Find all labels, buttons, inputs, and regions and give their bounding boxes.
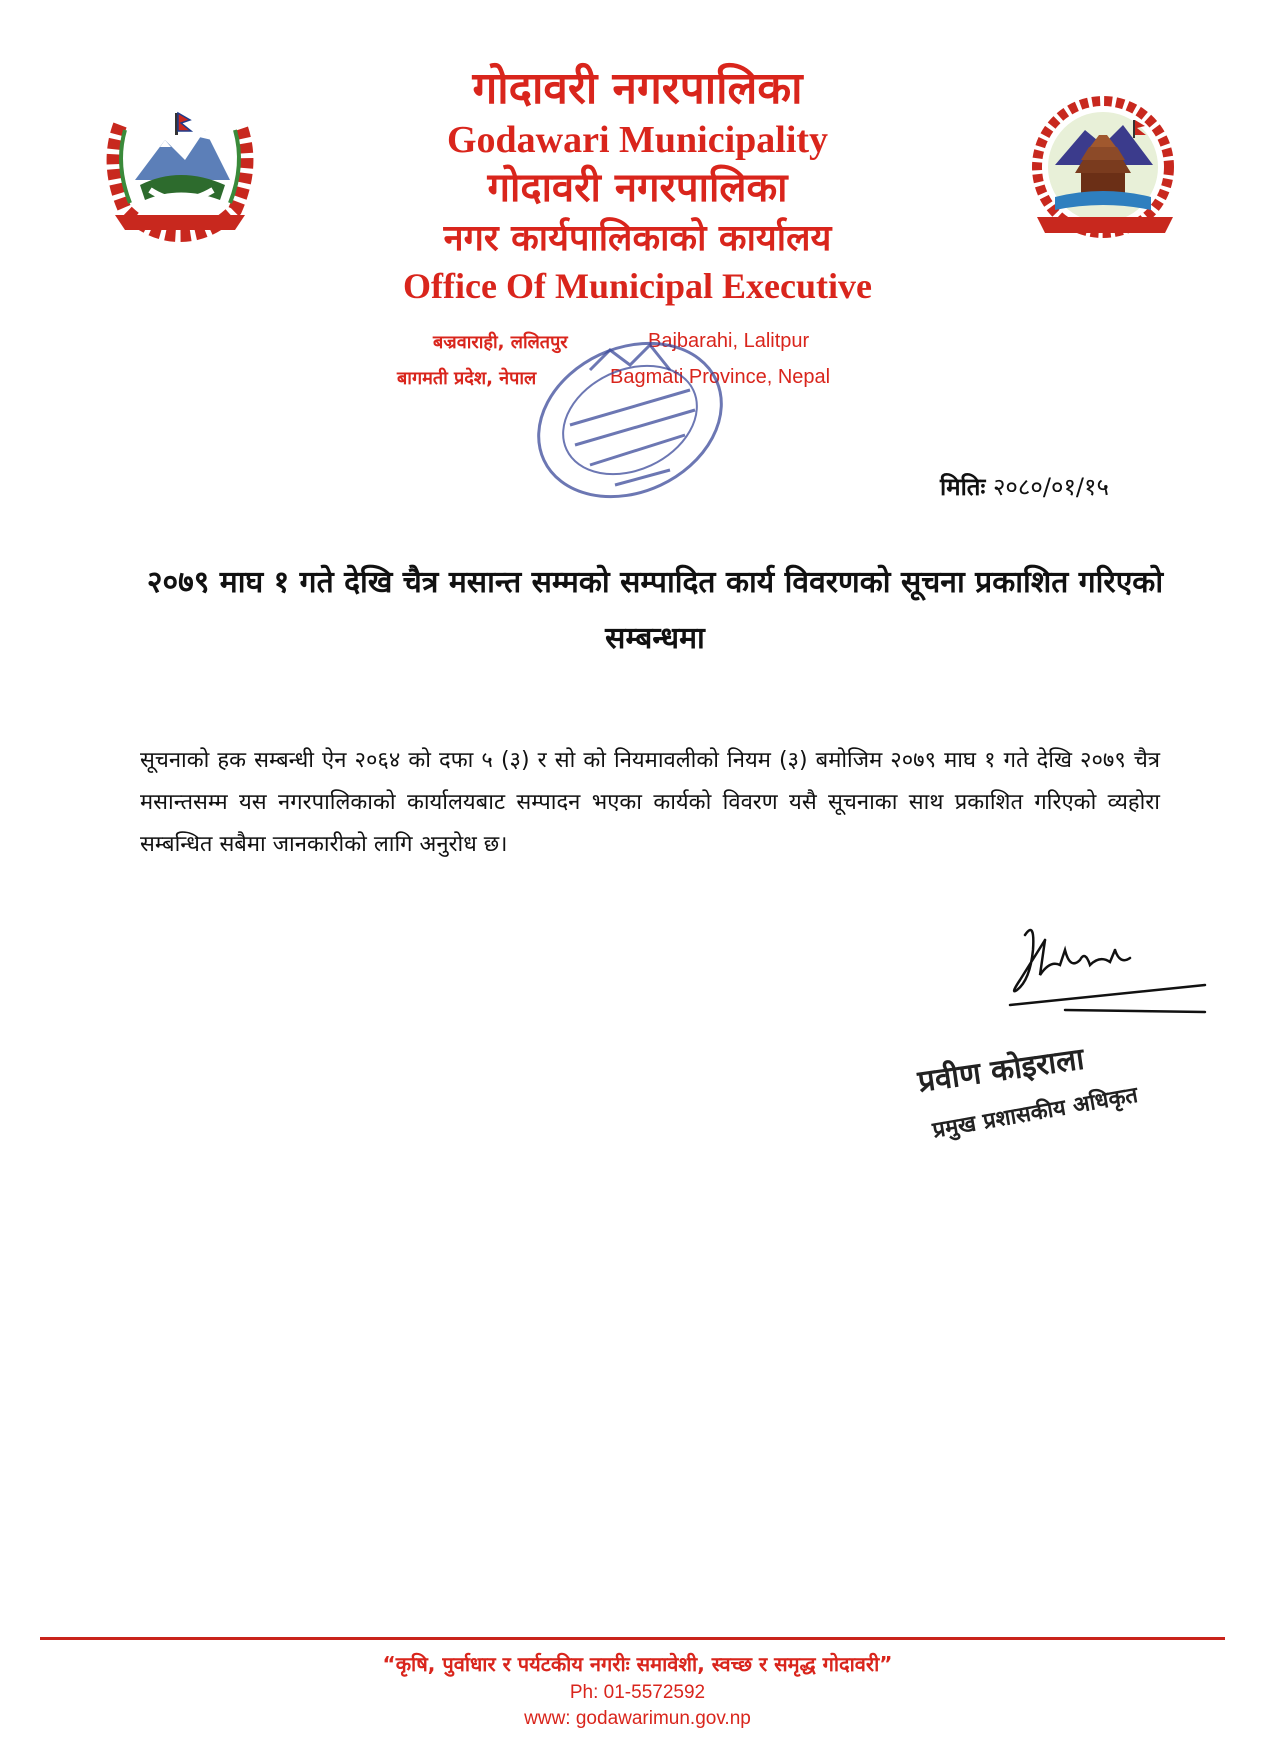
office-name-english: Office Of Municipal Executive [403, 266, 872, 306]
signatory-name: प्रवीण कोइराला [915, 1041, 1087, 1100]
date-value: २०८०/०१/१५ [992, 473, 1109, 501]
signatory-title: प्रमुख प्रशासकीय अधिकृत [930, 1082, 1140, 1144]
footer [0, 1648, 1275, 1732]
office-name-nepali: नगर कार्यपालिकाको कार्यालय [443, 218, 832, 259]
municipality-name-newari: गोदावरी नगरपालिका [487, 165, 788, 211]
address-line2-nepali: बागमती प्रदेश, नेपाल [397, 368, 537, 389]
letter-date [940, 470, 1109, 503]
municipality-name-nepali: गोदावरी नगरपालिका [472, 63, 803, 114]
footer-phone: Ph: 01-5572592 [569, 1682, 706, 1703]
footer-divider [40, 1637, 1225, 1640]
letter-body: सूचनाको हक सम्बन्धी ऐन २०६४ को दफा ५ (३) र सो को नियमावलीको नियम (३) बमोजिम २०७९ माघ १ गते देखि २०७९ चैत्र मसान्तसम्म यस नगरपालिकाको कार्यालयबाट सम्पादन भएका कार्यको विवरण यसै सूचनाका साथ प्रकाशित गरिएको व्यहोरा सम्बन्धित सबैमा जानकारीको लागि अनुरोध छ। [140, 748, 1160, 857]
nepal-emblem-icon [95, 85, 265, 245]
signature-icon [1005, 920, 1215, 1020]
municipality-name-english: Godawari Municipality [446, 119, 829, 161]
address-line2-english: Bagmati Province, Nepal [610, 366, 831, 388]
address-line1-nepali: बज्रवाराही, ललितपुर [433, 332, 568, 353]
municipality-logo-icon [1015, 85, 1195, 250]
letterhead [300, 60, 975, 308]
footer-motto: “कृषि, पुर्वाधार र पर्यटकीय नगरीः समावेशी, स्वच्छ र समृद्ध गोदावरी” [382, 1652, 893, 1676]
letter-subject: २०७९ माघ १ गते देखि चैत्र मसान्त सम्मको सम्पादित कार्य विवरणको सूचना प्रकाशित गरिएको सम्बन्धमा [146, 565, 1164, 656]
footer-website: www: godawarimun.gov.np [524, 1708, 751, 1729]
office-stamp-icon [520, 330, 740, 510]
date-label: मितिः [940, 473, 986, 501]
address-line1-english: Bajbarahi, Lalitpur [648, 330, 810, 352]
